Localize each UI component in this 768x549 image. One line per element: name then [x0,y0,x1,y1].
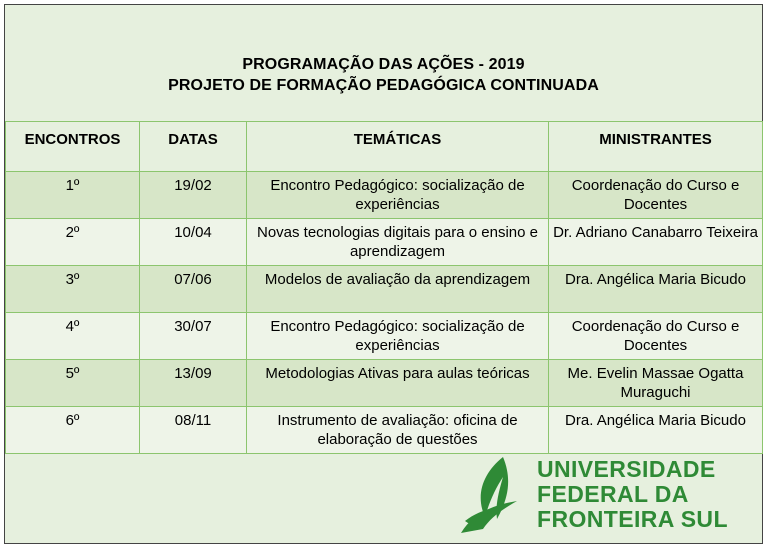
cell-encontro: 6º [6,407,140,454]
cell-data: 19/02 [140,172,247,219]
cell-encontro: 4º [6,313,140,360]
cell-encontro: 2º [6,219,140,266]
cell-encontro: 3º [6,266,140,313]
cell-tematica: Instrumento de avaliação: oficina de elaboração de questões [247,407,549,454]
logo-line-2: FEDERAL DA [537,481,689,507]
cell-data: 30/07 [140,313,247,360]
cell-data: 08/11 [140,407,247,454]
cell-tematica: Encontro Pedagógico: socialização de experiências [247,313,549,360]
cell-tematica: Metodologias Ativas para aulas teóricas [247,360,549,407]
cell-ministrante: Coordenação do Curso e Docentes [549,313,763,360]
cell-ministrante: Dra. Angélica Maria Bicudo [549,407,763,454]
cell-encontro: 5º [6,360,140,407]
cell-tematica: Encontro Pedagógico: socialização de experiências [247,172,549,219]
table-row [6,266,763,313]
cell-ministrante: Coordenação do Curso e Docentes [549,172,763,219]
cell-tematica: Modelos de avaliação da aprendizagem [247,266,549,313]
title-line-2: PROJETO DE FORMAÇÃO PEDAGÓGICA CONTINUADA [168,77,599,94]
column-header-ministrantes: MINISTRANTES [549,122,763,172]
table-row [6,360,763,407]
cell-data: 07/06 [140,266,247,313]
cell-ministrante: Me. Evelin Massae Ogatta Muraguchi [549,360,763,407]
leaf-emblem-icon [455,455,535,535]
column-header-datas: DATAS [140,122,247,172]
table-row [6,219,763,266]
schedule-table [5,121,763,454]
logo-line-3: FRONTEIRA SUL [537,506,728,532]
table-row [6,313,763,360]
table-row [6,407,763,454]
title-line-1: PROGRAMAÇÃO DAS AÇÕES - 2019 [242,56,525,73]
table-row [6,172,763,219]
table-header-row [6,122,763,172]
cell-ministrante: Dr. Adriano Canabarro Teixeira [549,219,763,266]
cell-data: 13/09 [140,360,247,407]
logo-line-1: UNIVERSIDADE [537,456,716,482]
cell-data: 10/04 [140,219,247,266]
cell-ministrante: Dra. Angélica Maria Bicudo [549,266,763,313]
column-header-encontros: ENCONTROS [6,122,140,172]
university-logo [455,455,745,535]
header [5,5,762,122]
column-header-tematicas: TEMÁTICAS [247,122,549,172]
cell-tematica: Novas tecnologias digitais para o ensino e aprendizagem [247,219,549,266]
logo-wordmark [537,457,728,532]
cell-encontro: 1º [6,172,140,219]
